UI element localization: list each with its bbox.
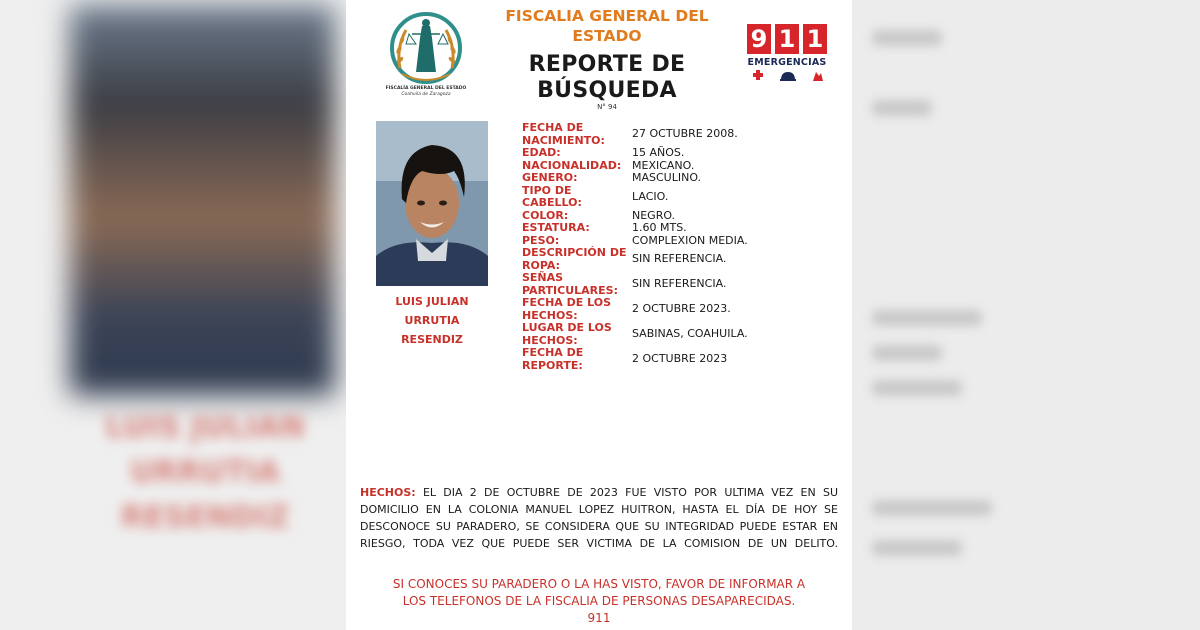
digit-9: 9 <box>747 24 771 54</box>
blurred-name-line: URRUTIA <box>130 455 280 490</box>
detail-label: LUGAR DE LOS HECHOS: <box>522 321 612 347</box>
detail-row-marks <box>522 272 842 297</box>
detail-value: COMPLEXION MEDIA. <box>632 233 748 247</box>
detail-label: SEÑAS PARTICULARES: <box>522 271 618 297</box>
digit-1: 1 <box>775 24 799 54</box>
detail-label: DESCRIPCIÓN DE ROPA: <box>522 246 627 272</box>
blurred-name-line: RESENDIZ <box>120 500 290 535</box>
detail-value: NEGRO. <box>632 208 676 222</box>
emergency-label: EMERGENCIAS <box>747 57 827 68</box>
detail-value: 27 OCTUBRE 2008. <box>632 127 738 141</box>
detail-value: 15 AÑOS. <box>632 146 685 159</box>
emergency-services-icon <box>749 69 827 83</box>
detail-label: FECHA DE NACIMIENTO: <box>522 121 605 147</box>
detail-row-age <box>522 147 842 160</box>
facts-label: HECHOS: <box>360 486 416 499</box>
detail-value: MEXICANO. <box>632 158 695 172</box>
detail-label: FECHA DE REPORTE: <box>522 346 584 372</box>
detail-label: GENERO: <box>522 171 578 184</box>
detail-label: COLOR: <box>522 208 569 222</box>
search-report-flyer <box>346 0 852 630</box>
agency-name: FISCALIA GENERAL DEL ESTADO <box>505 7 709 45</box>
facts-text: EL DIA 2 DE OCTUBRE DE 2023 FUE VISTO POR ULTIMA VEZ EN SU DOMICILIO EN LA COLONIA MANUEL LOPEZ HUITRON, HASTA EL DÍA DE HOY SE DESCONOCE SU PARADERO, SE CONSIDERA QUE SU INTEGRIDAD PUEDE ESTAR EN RIESGO, TODA VEZ QUE PUEDE SER VICTIMA DE LA COMISION DE UN DELITO. <box>360 486 838 550</box>
detail-row-gender <box>522 172 842 185</box>
detail-label: EDAD: <box>522 146 561 159</box>
detail-row-height <box>522 222 842 235</box>
fiscalia-logo-caption: FISCALÍA GENERAL DEL ESTADO Coahuila de Zaragoza <box>385 86 467 97</box>
detail-value: SIN REFERENCIA. <box>632 252 727 266</box>
detail-value: MASCULINO. <box>632 171 702 184</box>
missing-person-photo <box>376 121 488 286</box>
person-name: LUIS JULIAN URRUTIA RESENDIZ <box>395 295 469 346</box>
emergency-911-logo <box>745 24 829 88</box>
detail-value: 2 OCTUBRE 2023 <box>632 352 728 366</box>
detail-label: FECHA DE LOS HECHOS: <box>522 296 612 322</box>
detail-value: LACIO. <box>632 189 669 203</box>
report-number: N° 94 <box>597 103 617 111</box>
detail-row-report-date <box>522 347 842 372</box>
detail-row-hair-type <box>522 185 842 210</box>
detail-value: 2 OCTUBRE 2023. <box>632 302 731 316</box>
detail-row-clothing <box>522 247 842 272</box>
contact-notice: SI CONOCES SU PARADERO O LA HAS VISTO, FAVOR DE INFORMAR A LOS TELEFONOS DE LA FISCALIA DE PERSONAS DESAPARECIDAS. 911 <box>392 577 806 625</box>
detail-label: NACIONALIDAD: <box>522 158 622 172</box>
person-details <box>522 122 842 372</box>
detail-label: ESTATURA: <box>522 221 590 234</box>
facts-paragraph <box>360 484 838 552</box>
detail-row-event-date <box>522 297 842 322</box>
blurred-photo <box>70 5 335 395</box>
blurred-right-panel <box>852 0 1200 630</box>
detail-row-event-place <box>522 322 842 347</box>
blurred-name-line: LUIS JULIAN <box>105 410 305 445</box>
person-portrait-icon <box>376 121 488 286</box>
detail-label: PESO: <box>522 233 560 247</box>
page-title: REPORTE DE BÚSQUEDA <box>528 52 686 103</box>
blurred-left-panel <box>0 0 350 630</box>
detail-value: SIN REFERENCIA. <box>632 277 727 291</box>
detail-value: 1.60 MTS. <box>632 221 687 234</box>
detail-value: SABINAS, COAHUILA. <box>632 327 748 341</box>
detail-label: TIPO DE CABELLO: <box>522 183 582 209</box>
detail-row-birthdate <box>522 122 842 147</box>
digit-1: 1 <box>803 24 827 54</box>
